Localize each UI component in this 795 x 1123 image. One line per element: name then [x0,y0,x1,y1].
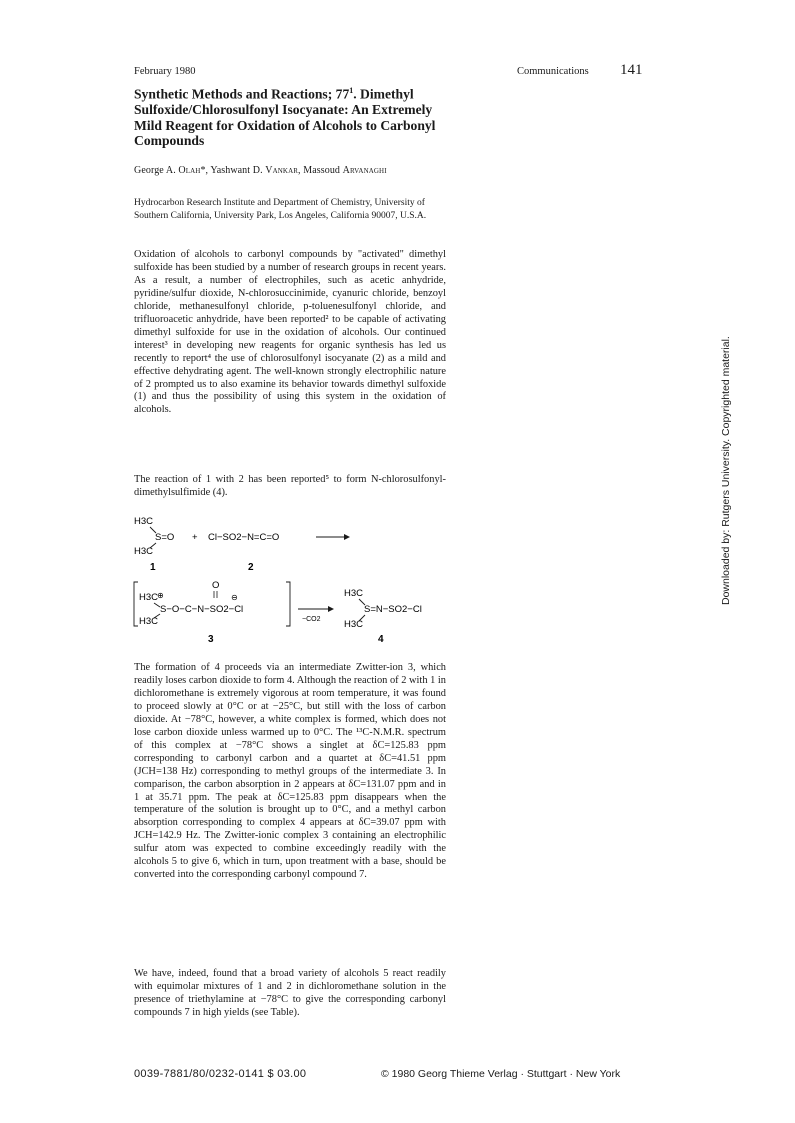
body-paragraph-3: The formation of 4 proceeds via an intermediate Zwitter-ion 3, which readily loses carbon dioxide to form 4. Although the reaction of 2 with 1 in dichloromethane is extremely vigorous at room temperature, it was found to proceed slowly at 0°C or at −25°C, but still with the loss of carbon dioxide. At −78°C, however, a white complex is formed, which does not lose carbon dioxide unless warmed up to 0°C. The ¹³C-N.M.R. spectrum of this complex at −78°C shows a singlet at δC=125.83 ppm corresponding to carbonyl carbon and a quartet at δC=41.51 ppm (JCH=138 Hz) corresponding to methyl groups of the intermediate 3. In comparison, the carbon absorption in 2 appears at δC=131.07 ppm and in 1 at 35.71 ppm. The peak at δC=125.83 ppm disappears when the temperature of the solution is brought up to 0°C, and a methyl carbon absorption corresponding to complex 4 appears at δC=39.07 ppm with JCH=142.9 Hz. The Zwitter-ionic complex 3 containing an electrophilic sulfur atom was expected to combine exceedingly readily with the alcohols 5 to give 6, which in turn, upon treatment with a base, should be converted into the corresponding carbonyl compound 7. [134,662,446,881]
product-methyl-lower: H3C [344,619,364,630]
compound-label-2: 2 [248,562,254,573]
sulfimide-group: S=N−SO2−Cl [364,604,422,615]
zwitterion-chain: S−O−C−N−SO2−Cl [160,604,244,615]
article-title: Synthetic Methods and Reactions; $77^1$. Dimethyl Sulfoxide/Chlorosulfonyl Isocyanate: An Extremely Mild Reagent for Oxidation of Alcohols to Carbonyl Compounds [134,86,436,149]
author-affiliation: Hydrocarbon Research Institute and Department of Chemistry, University of Southern California, University Park, Los Angeles, California 90007, U.S.A. [134,198,427,221]
compound-label-3: 3 [208,634,214,645]
page-number: 141 [620,62,643,78]
body-paragraph-1: Oxidation of alcohols to carbonyl compounds by "activated" dimethyl sulfoxide has been studied by a number of research groups in recent years. As a result, a number of electrophiles, such as acetic anhydride, pyridine/sulfur dioxide, N-chlorosuccinimide, cyanuric chloride, benzoyl chloride, methanesulfonyl chloride, p-toluenesulfonyl chloride, and trifluoroacetic anhydride, have been reported² to be capable of activating dimethyl sulfoxide for use in the oxidation of alcohols. Our continued interest³ in developing new reagents for organic synthesis has led us recently to report⁴ the use of chlorosulfonyl isocyanate (2) as a mild and effective dehydrating agent. The well-known strongly electrophilic nature of 2 prompted us to also examine its behavior towards dimethyl sulfoxide (1) and thus the possibility of using this system in the oxidation of alcohols. [134,249,446,416]
author-list: George A. Olah*, Yashwant D. Vankar, Massoud Arvanaghi [134,165,387,176]
negative-charge: ⊖ [231,593,238,602]
carbon-dioxide-loss: −CO2 [302,616,321,623]
footer-issn: 0039-7881/80/0232-0141 $ 03.00 [134,1068,307,1080]
footer-copyright: © 1980 Georg Thieme Verlag · Stuttgart · New York [381,1068,621,1080]
methyl-group-lower: H3C [134,546,154,557]
body-paragraph-4: We have, indeed, found that a broad variety of alcohols 5 react readily with equimolar mixtures of 1 and 2 in dichloromethane solution in the presence of triethylamine at −78°C to give the corresponding carbonyl compounds 7 in high yields (see Table). [134,968,446,1018]
zwitterion-methyl-lower: H3C [139,616,159,627]
sulfoxide-group: S=O [155,532,175,543]
positive-charge: ⊕ [157,591,164,600]
running-header-section: Communications [517,66,589,77]
compound-label-1: 1 [150,562,156,573]
chlorosulfonyl-isocyanate: Cl−SO2−N=C=O [208,532,280,543]
carbonyl-oxygen: O [212,580,220,591]
compound-label-4: 4 [378,634,384,645]
running-header-date: February 1980 [134,66,196,77]
methyl-group-upper: H3C [134,516,154,527]
reaction-scheme [130,508,450,658]
product-methyl-upper: H3C [344,588,364,599]
zwitterion-methyl-upper: H3C [139,592,159,603]
plus-sign: + [192,532,198,543]
download-watermark: Downloaded by: Rutgers University. Copyrighted material. [720,336,732,605]
body-paragraph-2: The reaction of 1 with 2 has been reported⁵ to form N-chlorosulfonyl-dimethylsulfimide (4). [134,474,446,498]
